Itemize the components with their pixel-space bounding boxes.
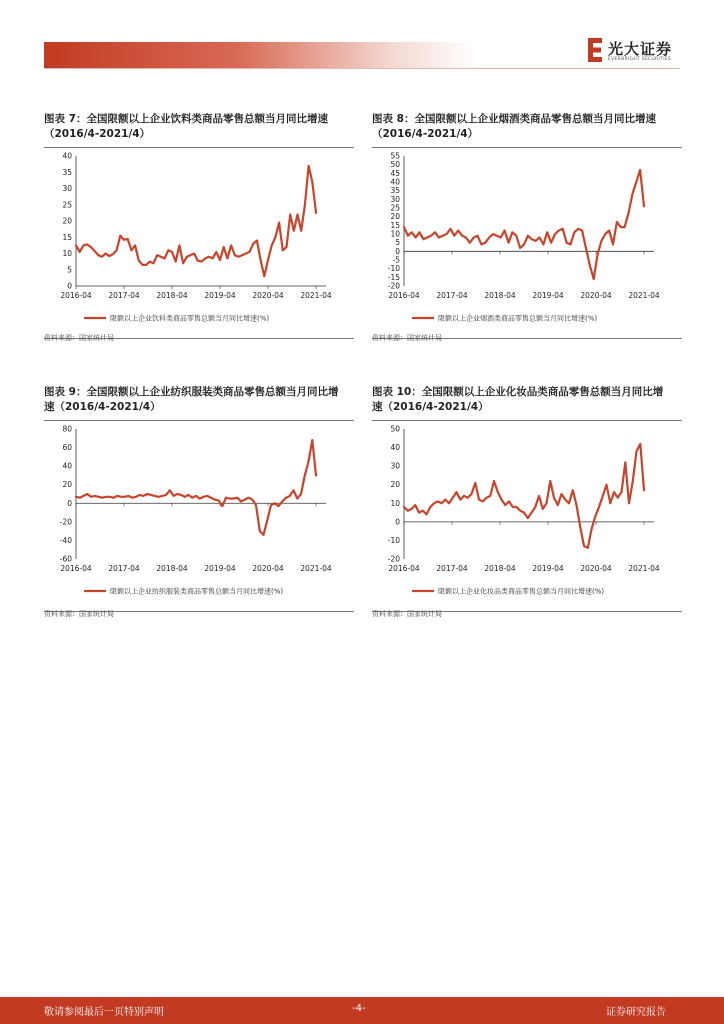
y-tick-label: 10 [390,498,400,508]
legend-label: 限额以上企业化妆品类商品零售总额当月同比增速(%) [438,587,605,596]
footer-disclaimer: 敬请参阅最后一页特别声明 [44,1007,164,1018]
y-tick-label: 30 [390,461,400,471]
series-line [76,166,316,276]
chart-panel-7 [44,112,354,342]
x-tick-label: 2016-04 [388,564,420,573]
chart-panel-8 [372,112,682,342]
chart-title: 图表 7：全国限额以上企业饮料类商品零售总额当月同比增速（2016/4-2021/4） [44,113,328,140]
y-tick-label: 20 [62,480,72,490]
y-tick-label: 60 [62,443,72,453]
chart-area [372,420,682,612]
y-tick-label: 0 [395,517,400,527]
y-tick-label: -10 [387,535,400,545]
x-tick-label: 2021-04 [628,291,660,300]
x-tick-label: 2019-04 [204,291,236,300]
x-tick-label: 2021-04 [628,564,660,573]
header-gradient-bar [44,42,474,68]
brand-logo [586,36,686,66]
x-tick-label: 2018-04 [156,291,188,300]
x-tick-label: 2017-04 [436,291,468,300]
y-tick-label: -5 [392,255,400,265]
chart-source: 资料来源：国家统计局 [372,334,442,342]
y-tick-label: 25 [390,203,400,213]
x-tick-label: 2018-04 [484,564,516,573]
chart-title: 图表 9：全国限额以上企业纺织服装类商品零售总额当月同比增速（2016/4-2021/4） [44,386,339,413]
x-tick-label: 2018-04 [484,291,516,300]
x-tick-label: 2017-04 [436,564,468,573]
y-tick-label: -20 [59,517,72,527]
y-tick-label: 40 [62,151,72,161]
y-tick-label: 30 [390,194,400,204]
y-tick-label: 10 [62,249,72,258]
y-tick-label: 50 [390,160,400,170]
x-tick-label: 2016-04 [60,564,92,573]
y-tick-label: 20 [62,216,72,226]
x-tick-label: 2017-04 [108,564,140,573]
x-tick-label: 2016-04 [60,291,92,300]
series-line [76,440,316,535]
chart-title: 图表 10：全国限额以上企业化妆品类商品零售总额当月同比增速（2016/4-2021/4） [372,386,664,413]
y-tick-label: 45 [390,168,400,178]
x-tick-label: 2019-04 [204,564,236,573]
y-tick-label: 35 [62,167,72,177]
brand-name: 光大证券 [608,40,673,58]
y-tick-label: -20 [387,554,400,564]
x-tick-label: 2020-04 [252,564,284,573]
y-tick-label: 80 [62,424,72,434]
chart-panel-10 [372,385,682,618]
series-line [404,170,644,279]
y-tick-label: 5 [395,238,400,248]
legend-label: 限额以上企业纺织服装类商品零售总额当月同比增速(%) [110,587,284,596]
line-chart [372,421,682,611]
y-tick-label: 40 [390,443,400,453]
chart-source: 资料来源：国家统计局 [44,334,114,342]
page-number: -4- [352,1003,366,1014]
x-tick-label: 2020-04 [580,291,612,300]
chart-source: 资料来源：国家统计局 [44,610,114,618]
y-tick-label: 0 [395,246,400,256]
legend-label: 限额以上企业饮料类商品零售总额当月同比增速(%) [110,314,270,323]
y-tick-label: 0 [67,281,72,291]
brand-mark-icon [586,36,604,64]
y-tick-label: -10 [387,264,400,274]
x-tick-label: 2019-04 [532,564,564,573]
chart-source: 资料来源：国家统计局 [372,610,442,618]
brand-name-en: EVERBRIGHT SECURITIES [608,57,672,62]
chart-title: 图表 8：全国限额以上企业烟酒类商品零售总额当月同比增速（2016/4-2021/4） [372,113,656,140]
y-tick-label: 40 [62,461,72,471]
chart-area [44,420,354,612]
y-tick-label: 35 [390,186,400,196]
x-tick-label: 2020-04 [252,291,284,300]
x-tick-label: 2016-04 [388,291,420,300]
chart-area [44,147,354,339]
y-tick-label: 25 [62,200,72,210]
y-tick-label: -20 [387,281,400,291]
y-tick-label: 5 [67,265,72,275]
x-tick-label: 2017-04 [108,291,140,300]
y-tick-label: 30 [62,184,72,193]
line-chart [372,148,682,338]
x-tick-label: 2021-04 [300,291,332,300]
y-tick-label: 20 [390,212,400,222]
x-tick-label: 2021-04 [300,564,332,573]
line-chart [44,421,354,611]
footer-report-type: 证券研究报告 [606,1007,666,1018]
header-divider [44,68,680,69]
y-tick-label: 40 [390,177,400,187]
chart-area [372,147,682,339]
x-tick-label: 2018-04 [156,564,188,573]
y-tick-label: -60 [59,554,72,564]
series-line [404,444,644,548]
y-tick-label: 0 [67,498,72,508]
x-tick-label: 2019-04 [532,291,564,300]
y-tick-label: 50 [390,424,400,434]
y-tick-label: -40 [59,535,72,545]
y-tick-label: 15 [390,220,400,230]
legend-label: 限额以上企业烟酒类商品零售总额当月同比增速(%) [438,314,598,323]
line-chart [44,148,354,338]
chart-panel-9 [44,385,354,618]
y-tick-label: 20 [390,480,400,490]
y-tick-label: 55 [390,151,400,161]
y-tick-label: -15 [387,272,400,282]
y-tick-label: 15 [62,232,72,242]
x-tick-label: 2020-04 [580,564,612,573]
y-tick-label: 10 [390,229,400,239]
